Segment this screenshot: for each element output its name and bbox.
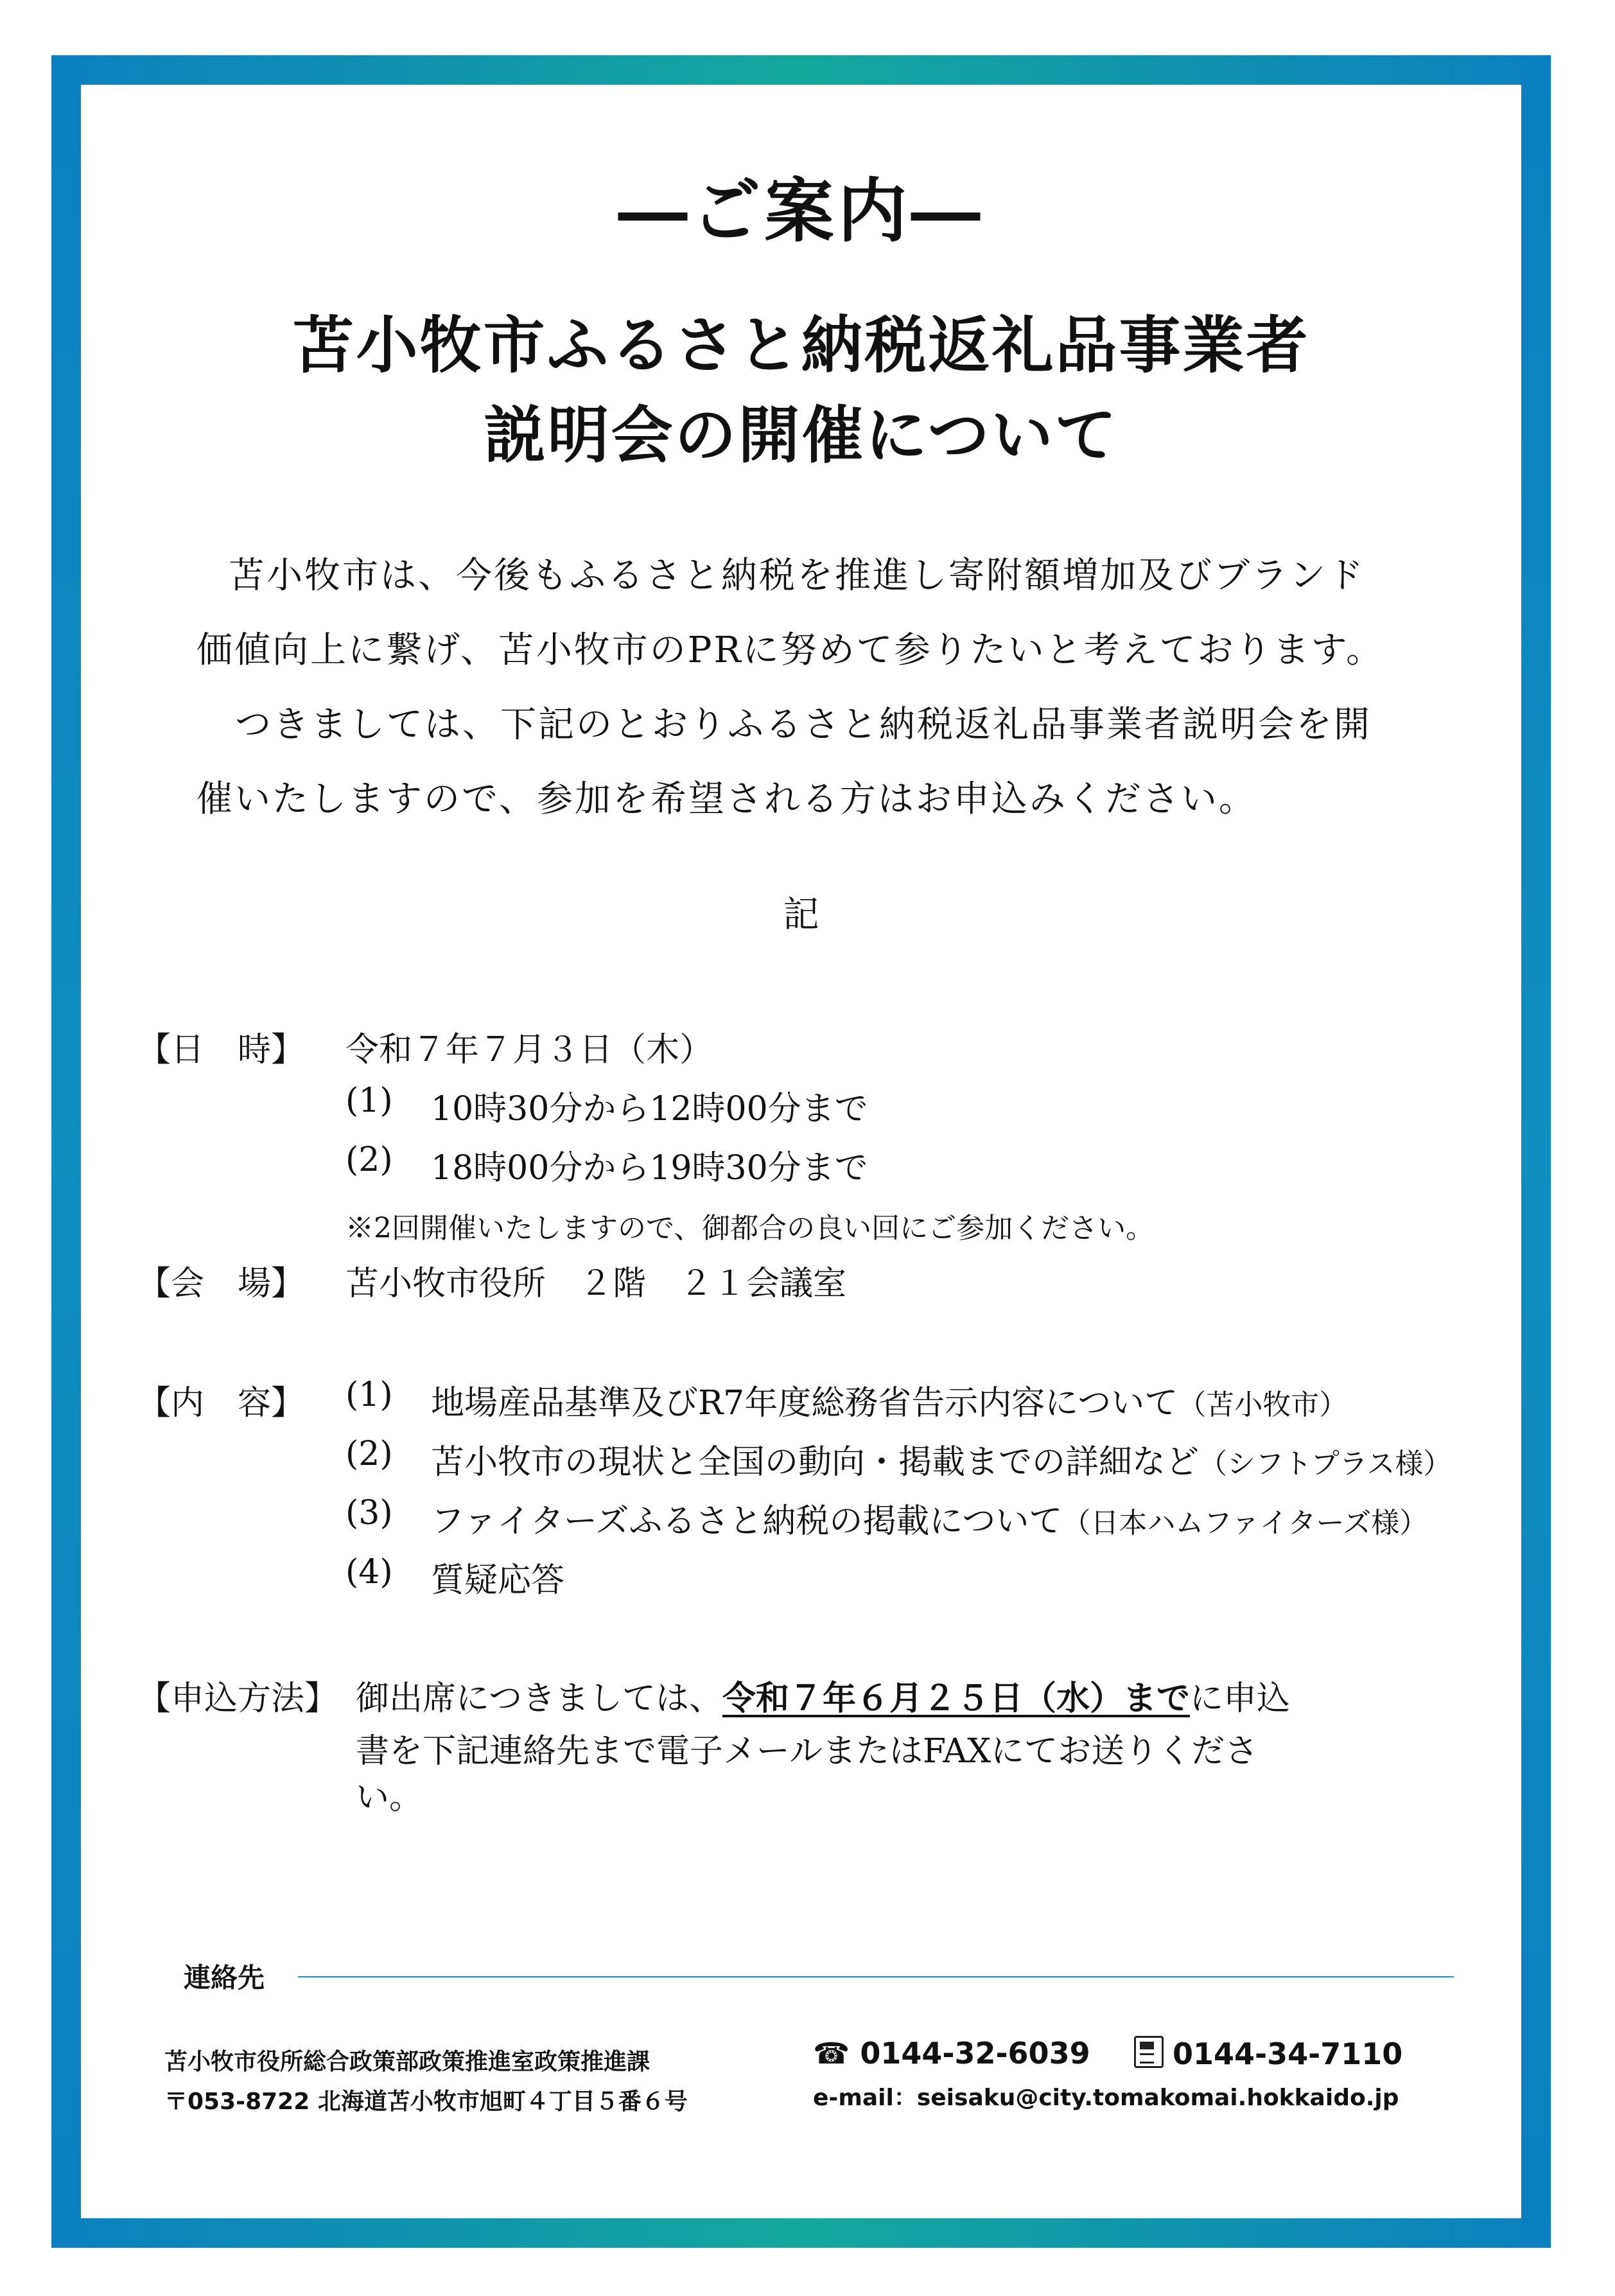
heading-annai: ―ご案内― xyxy=(618,171,984,252)
ki-marker: 記 xyxy=(783,894,819,936)
datetime-label: 【日 時】 xyxy=(137,1031,305,1069)
apply-line-1-post: に申込 xyxy=(1189,1679,1290,1718)
frame-top xyxy=(51,55,1551,85)
contact-divider xyxy=(298,1976,1454,1977)
venue-text: 苫小牧市役所 ２階 ２１会議室 xyxy=(345,1265,847,1303)
contact-email[interactable]: e-mail：seisaku@city.tomakomai.hokkaido.jp xyxy=(813,2085,1399,2111)
contact-fax xyxy=(1134,2036,1402,2071)
contact-tel-number: 0144-32-6039 xyxy=(860,2036,1090,2071)
content-item-3-note: （日本ハムファイターズ様） xyxy=(1062,1507,1428,1539)
apply-label: 【申込方法】 xyxy=(137,1679,338,1718)
contact-fax-number: 0144-34-7110 xyxy=(1173,2037,1403,2071)
apply-line-1 xyxy=(356,1671,1290,1719)
datetime-date: 令和７年７月３日（木） xyxy=(345,1031,713,1069)
content-label: 【内 容】 xyxy=(137,1384,305,1423)
content-item-1-num: (1) xyxy=(345,1376,393,1414)
datetime-note: ※2回開催いたしますので、御都合の良い回にご参加ください。 xyxy=(345,1212,1155,1245)
venue-label: 【会 場】 xyxy=(137,1265,305,1303)
apply-line-1-pre: 御出席につきましては、 xyxy=(356,1679,722,1718)
session-2-time: 18時00分から19時30分まで xyxy=(431,1149,868,1187)
intro-line-4: 催いたしますので、参加を希望される方はお申込みください。 xyxy=(196,778,1257,820)
document-page xyxy=(81,85,1521,2218)
session-1-num: (1) xyxy=(345,1082,393,1120)
title-line-1: 苫小牧市ふるさと納税返礼品事業者 xyxy=(292,309,1310,381)
contact-tel xyxy=(813,2036,1090,2071)
intro-line-2: 価値向上に繋げ、苫小牧市のPRに努めて参りたいと考えております。 xyxy=(196,629,1384,671)
content-item-4-num: (4) xyxy=(345,1553,393,1591)
apply-deadline: 令和７年６月２５日（水）まで xyxy=(722,1679,1190,1718)
intro-line-1: 苫小牧市は、今後もふるさと納税を推進し寄附額増加及びブランド xyxy=(229,555,1365,597)
content-item-2-note: （シフトプラス様） xyxy=(1199,1448,1452,1480)
content-item-4 xyxy=(431,1553,564,1601)
contact-address: 〒053-8722 北海道苫小牧市旭町４丁目５番６号 xyxy=(164,2089,688,2115)
content-item-3-text: ファイターズふるさと納税の掲載について xyxy=(431,1502,1063,1541)
content-item-2-num: (2) xyxy=(345,1435,393,1473)
frame-left xyxy=(51,55,81,2248)
phone-icon: ☎ xyxy=(813,2036,850,2071)
frame-right xyxy=(1521,55,1551,2248)
fax-icon xyxy=(1134,2036,1164,2068)
content-item-1-text: 地場産品基準及びR7年度総務省告示内容について xyxy=(431,1384,1178,1423)
apply-line-3: い。 xyxy=(356,1778,423,1817)
intro-line-3: つきましては、下記のとおりふるさと納税返礼品事業者説明会を開 xyxy=(235,704,1372,746)
content-item-1 xyxy=(431,1376,1347,1424)
content-item-3-num: (3) xyxy=(345,1494,393,1532)
content-item-4-text: 質疑応答 xyxy=(431,1561,565,1600)
apply-line-2: 書を下記連絡先まで電子メールまたはFAXにてお送りくださ xyxy=(356,1732,1259,1771)
title-line-2: 説明会の開催について xyxy=(484,399,1119,471)
session-1-time: 10時30分から12時00分まで xyxy=(431,1090,868,1128)
frame-bottom xyxy=(51,2218,1551,2248)
session-2-num: (2) xyxy=(345,1141,393,1179)
content-item-3 xyxy=(431,1494,1427,1542)
contact-org: 苫小牧市役所総合政策部政策推進室政策推進課 xyxy=(164,2049,650,2075)
contact-title: 連絡先 xyxy=(184,1962,265,1994)
content-item-2-text: 苫小牧市の現状と全国の動向・掲載までの詳細など xyxy=(431,1443,1200,1482)
content-item-2 xyxy=(431,1435,1451,1483)
content-item-1-note: （苫小牧市） xyxy=(1178,1389,1348,1421)
